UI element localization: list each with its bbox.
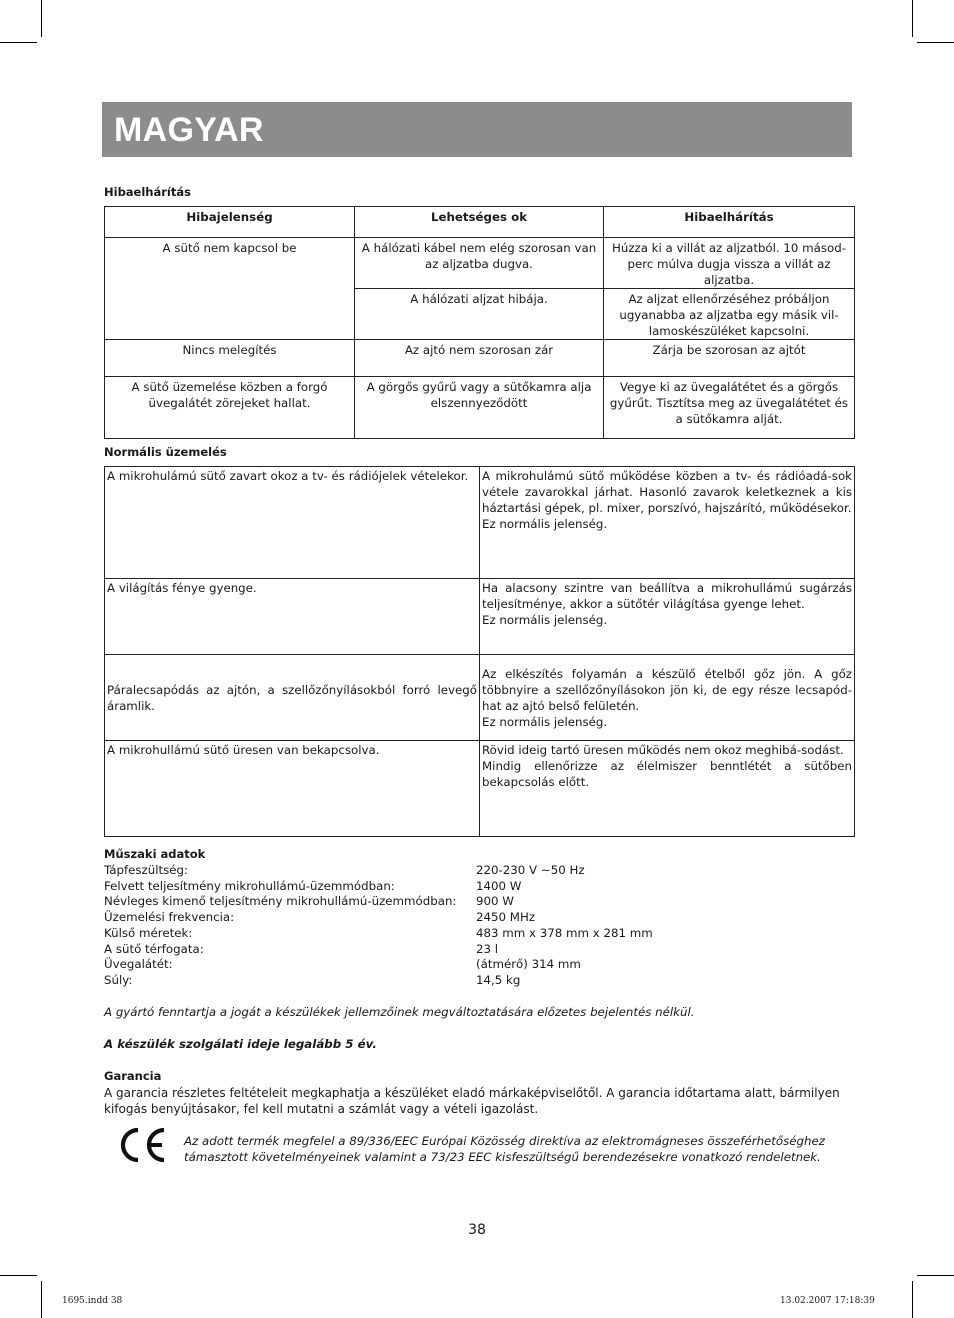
language-title: MAGYAR [114, 111, 264, 149]
explanation-text: Az elkészítés folyamán a készülő ételből gőz jön. A gőz többnyire a szellőzőnyílásokon jön ki, de egy része lecsapód-hat az ajtó belső felületén. [482, 667, 852, 713]
crop-mark [41, 0, 42, 37]
remedy-cell: Az aljzat ellenőrzéséhez próbáljon ugyanabba az aljzatba egy másik vil-lamoskészüléket kapcsolni. [604, 289, 855, 340]
explanation-text: Ha alacsony szintre van beállítva a mikrohullámú sugárzás teljesítménye, akkor a sütőtér világítása gyenge lehet. [482, 581, 852, 611]
crop-mark [0, 1275, 37, 1276]
table-row [105, 467, 855, 579]
table-row [105, 655, 855, 741]
specs-title: Műszaki adatok [104, 847, 206, 861]
spec-value: 220-230 V ~50 Hz [476, 863, 585, 877]
spec-value: 23 l [476, 941, 499, 956]
ce-statement-line: támasztott követelményeinek valamint a 73/23 EEC kisfeszültségű berendezésekre vonatkozó rendeletnek. [184, 1150, 821, 1164]
explanation-note: Ez normális jelenség. [482, 517, 608, 531]
spec-label: Felvett teljesítmény mikrohullámú-üzemmódban: [104, 878, 395, 893]
symptom-cell: A sütő nem kapcsol be [105, 238, 355, 340]
crop-mark [912, 0, 913, 37]
troubleshooting-title: Hibaelhárítás [104, 185, 191, 199]
footer-timestamp: 13.02.2007 17:18:39 [780, 1296, 875, 1306]
spec-label: Névleges kimenő teljesítmény mikrohullámú-üzemmódban: [104, 894, 457, 909]
situation-cell: A mikrohullámú sütő üresen van bekapcsolva. [105, 741, 480, 837]
column-header: Lehetséges ok [355, 207, 604, 238]
specs-values [476, 863, 653, 989]
warranty-text: A garancia részletes feltételeit megkaphatja a készüléket eladó márkaképviselőtől. A garancia időtartama alatt, bármilyen kifogás benyújtásakor, fel kell mutatni a számlát vagy a vételi igazolást. [104, 1086, 840, 1116]
table-row [105, 741, 855, 837]
column-header: Hibajelenség [105, 207, 355, 238]
explanation-cell [480, 467, 855, 579]
spec-label: Üzemelési frekvencia: [104, 910, 235, 925]
table-row [105, 238, 855, 289]
table-header-row [105, 207, 855, 238]
spec-label: Üvegalátét: [104, 957, 173, 972]
specs-labels [104, 863, 456, 989]
explanation-note: Ez normális jelenség. [482, 613, 608, 627]
situation-cell: A világítás fénye gyenge. [105, 579, 480, 655]
situation-cell: A mikrohulámú sütő zavart okoz a tv- és rádiójelek vételekor. [105, 467, 480, 579]
warranty-title: Garancia [104, 1069, 162, 1083]
explanation-note: Mindig ellenőrizze az élelmiszer benntlétét a sütőben bekapcsolás előtt. [482, 759, 852, 789]
cause-cell: Az ajtó nem szorosan zár [355, 340, 604, 377]
spec-value: (átmérő) 314 mm [476, 957, 581, 972]
spec-value: 483 mm x 378 mm x 281 mm [476, 925, 653, 940]
situation-cell: Páralecsapódás az ajtón, a szellőzőnyílásokból forró levegő áramlik. [105, 655, 480, 741]
explanation-cell [480, 741, 855, 837]
cause-cell: A hálózati aljzat hibája. [355, 289, 604, 340]
spec-value: 900 W [476, 894, 514, 909]
crop-mark [41, 1281, 42, 1318]
spec-value: 14,5 kg [476, 972, 521, 987]
crop-mark [917, 1275, 954, 1276]
cause-cell: A görgős gyűrű vagy a sütőkamra alja elszennyeződött [355, 377, 604, 439]
remedy-cell: Húzza ki a villát az aljzatból. 10 másod-perc múlva dugja vissza a villát az aljzatba. [604, 238, 855, 289]
service-life-text: A készülék szolgálati ideje legalább 5 év. [104, 1037, 377, 1051]
page-number: 38 [468, 1222, 486, 1238]
spec-value: 2450 MHz [476, 910, 536, 925]
remedy-cell: Vegye ki az üvegalátétet és a görgős gyűrűt. Tisztítsa meg az üvegalátétet és a sütőkamra alját. [604, 377, 855, 439]
table-row [105, 579, 855, 655]
spec-label: Külső méretek: [104, 925, 193, 940]
explanation-cell [480, 579, 855, 655]
table-row [105, 377, 855, 439]
explanation-note: Ez normális jelenség. [482, 715, 608, 729]
spec-label: A sütő térfogata: [104, 941, 204, 956]
spec-value: 1400 W [476, 878, 522, 893]
column-header: Hibaelhárítás [604, 207, 855, 238]
cause-cell: A hálózati kábel nem elég szorosan van az aljzatba dugva. [355, 238, 604, 289]
symptom-cell: Nincs melegítés [105, 340, 355, 377]
remedy-cell: Zárja be szorosan az ajtót [604, 340, 855, 377]
troubleshooting-table [104, 206, 855, 439]
footer-filename: 1695.indd 38 [62, 1296, 123, 1306]
normal-operation-table [104, 466, 855, 837]
language-header-band [102, 102, 852, 157]
symptom-cell: A sütő üzemelése közben a forgó üvegalátét zörejeket hallat. [105, 377, 355, 439]
normal-operation-title: Normális üzemelés [104, 445, 227, 459]
crop-mark [0, 42, 37, 43]
ce-statement-line: Az adott termék megfelel a 89/336/EEC Európai Közösség direktíva az elektromágneses összeférhetőséghez [184, 1134, 825, 1148]
crop-mark [917, 42, 954, 43]
explanation-cell [480, 655, 855, 741]
spec-label: Tápfeszültség: [104, 863, 188, 877]
ce-statement [184, 1133, 854, 1165]
spec-label: Súly: [104, 972, 133, 987]
disclaimer-text: A gyártó fenntartja a jogát a készülékek jellemzőinek megváltoztatására előzetes bejelentés nélkül. [104, 1005, 695, 1019]
table-row [105, 340, 855, 377]
explanation-text: Rövid ideig tartó üresen működés nem okoz meghibá-sodást. [482, 743, 844, 757]
explanation-text: A mikrohulámú sütő működése közben a tv- és rádióadá-sok vétele zavarokkal járhat. Hasonló zavarok keletkeznek a kis háztartási gépek, pl. mixer, porszívó, hajszárító, működésekor. [482, 469, 852, 515]
ce-mark-icon [117, 1125, 169, 1165]
crop-mark [912, 1281, 913, 1318]
